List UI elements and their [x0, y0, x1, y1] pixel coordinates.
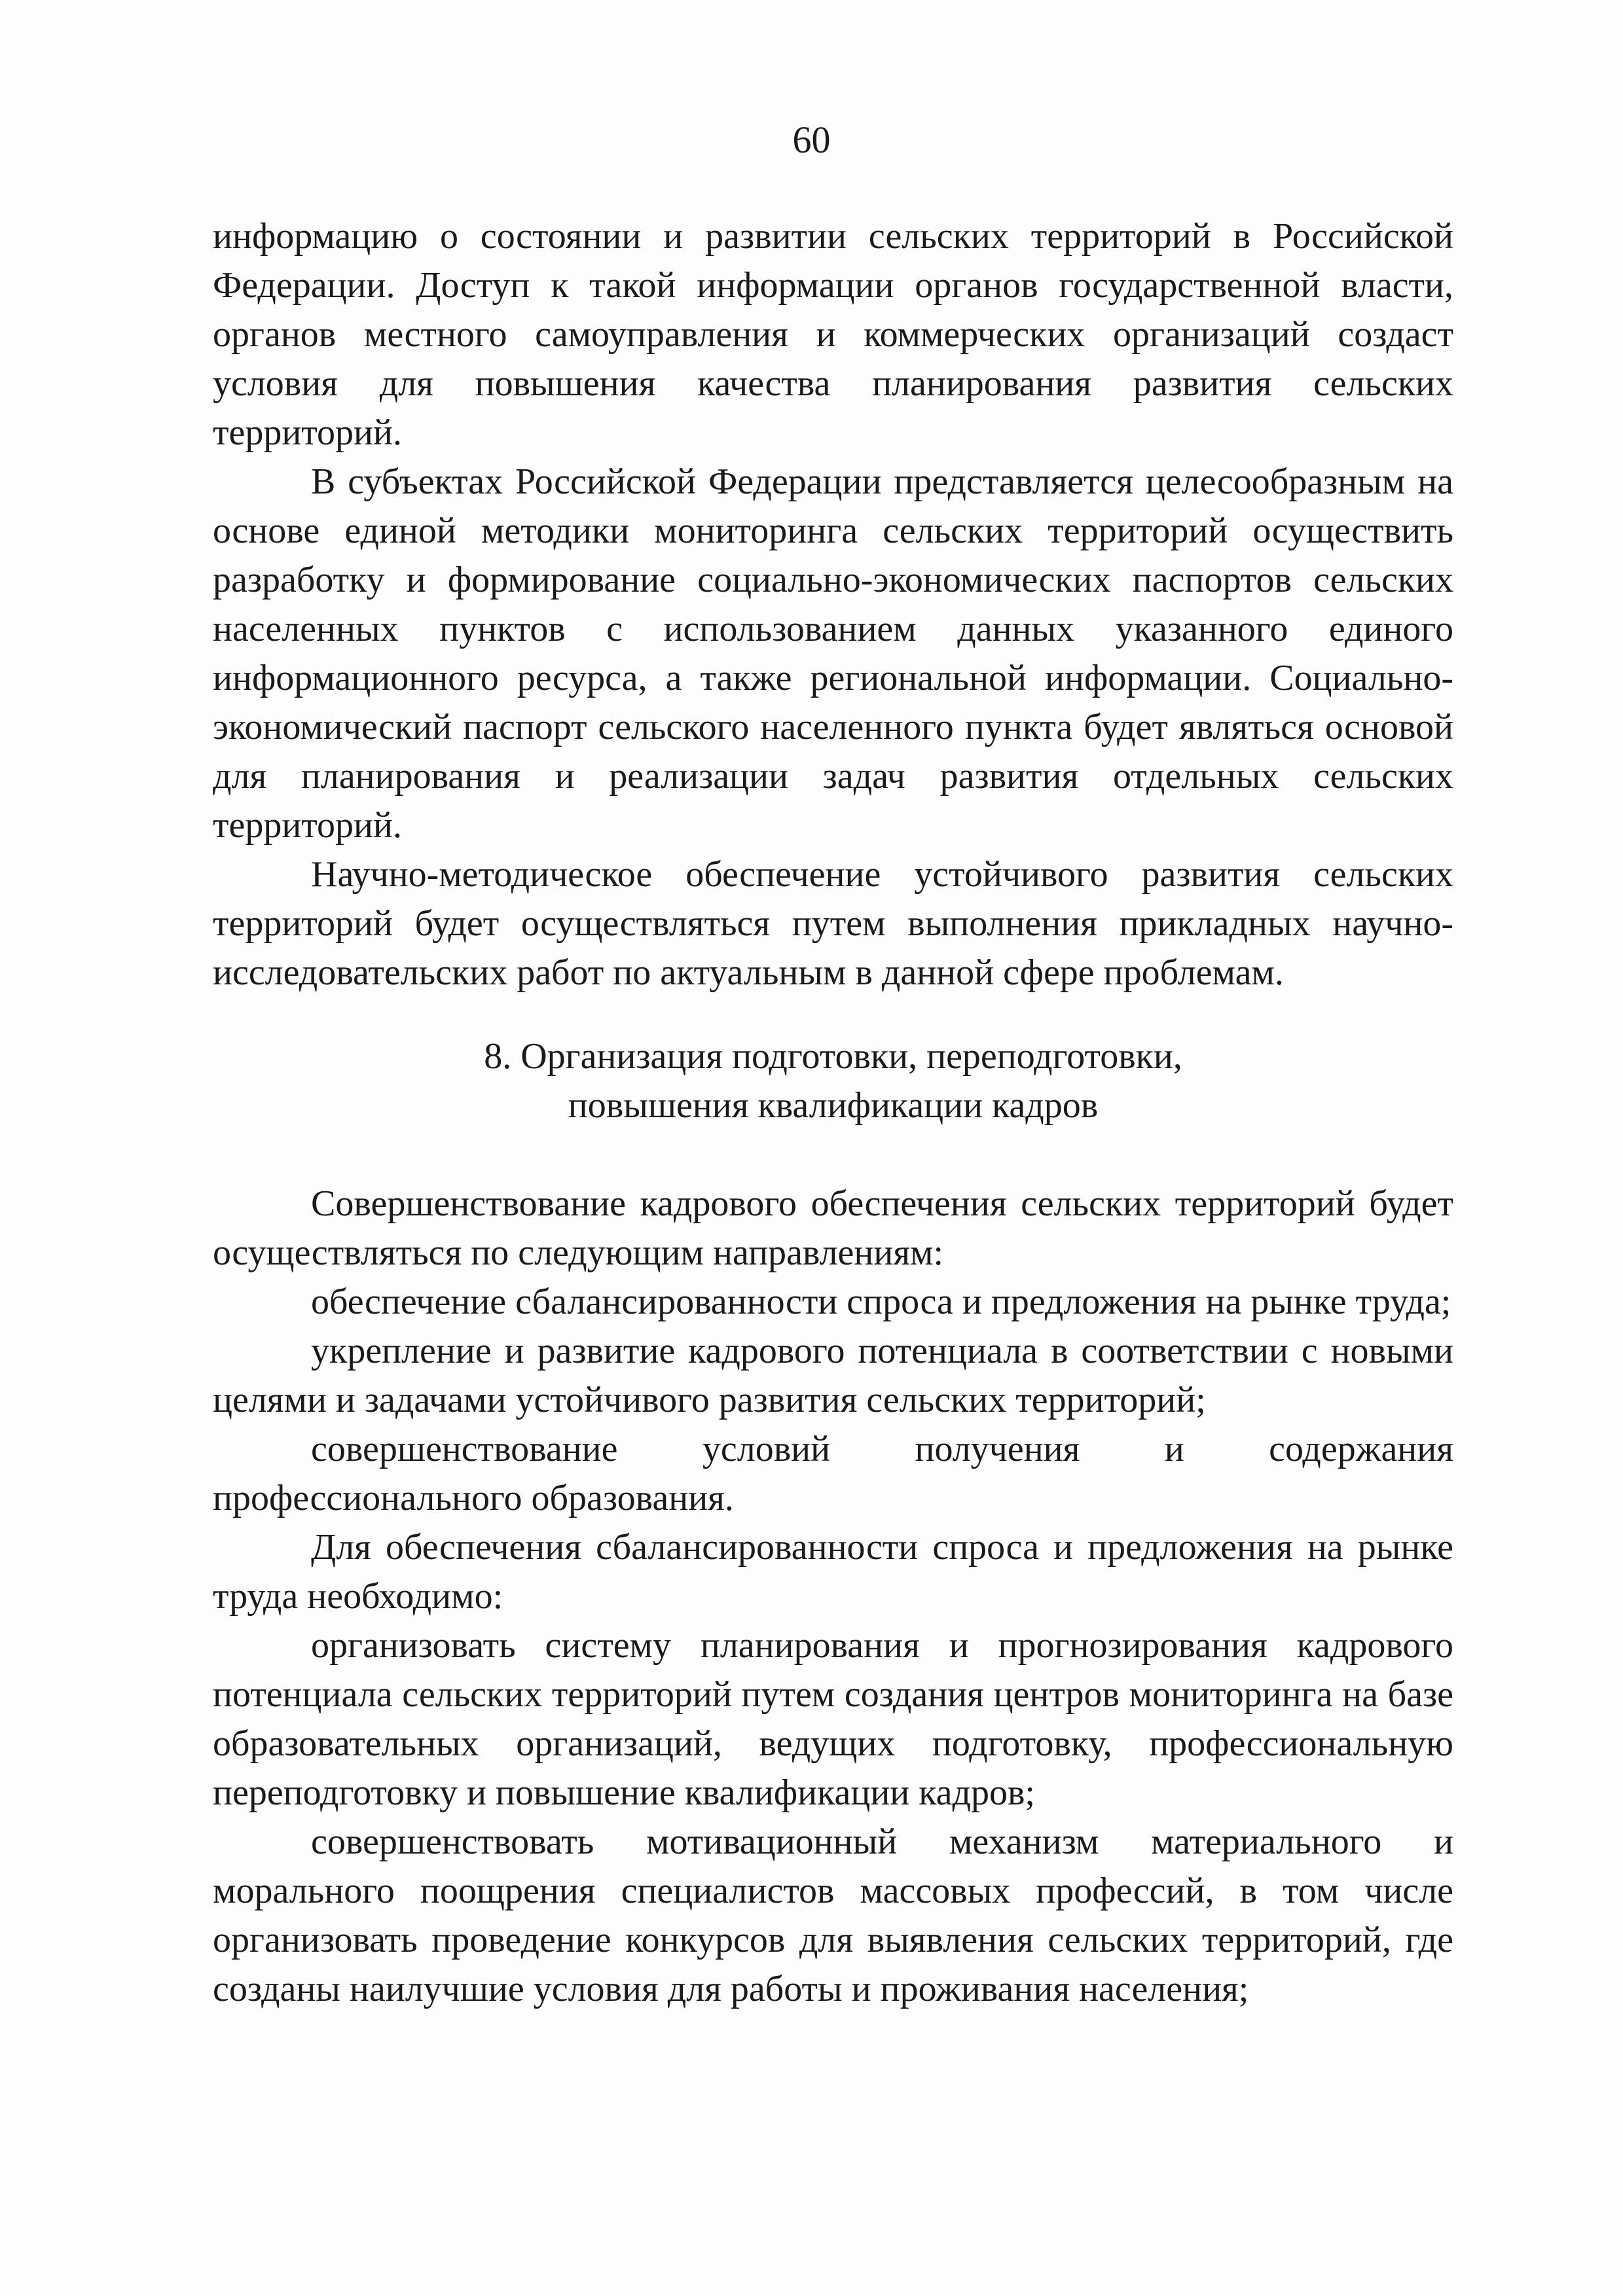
paragraph-balance-requirements: Для обеспечения сбалансированности спроса и предложения на рынке труда необходимо: [213, 1527, 1453, 1617]
list-item-improve-education: совершенствование условий получения и содержания профессионального образования. [213, 1429, 1453, 1518]
section-8 [213, 1032, 1453, 2014]
section-7-continuation [213, 212, 1453, 997]
list-item-strengthen-potential: укрепление и развитие кадрового потенциала в соответствии с новыми целями и задачами устойчивого развития сельских территорий; [213, 1331, 1453, 1420]
section-heading-line-1: 8. Организация подготовки, переподготовки, [484, 1036, 1182, 1077]
paragraph-information-access: информацию о состоянии и развитии сельских территорий в Российской Федерации. Доступ к такой информации органов государственной власти, органов местного самоуправления и коммерческих организаций создаст условия для повышения качества планирования развития сельских территорий. [213, 216, 1453, 453]
paragraph-socio-economic-passports: В субъектах Российской Федерации представляется целесообразным на основе единой методики мониторинга сельских территорий осуществить разработку и формирование социально-экономических паспортов сельских населенных пунктов с использованием данных указанного единого информационного ресурса, а также региональной информации. Социально-экономический паспорт сельского населенного пункта будет являться основой для планирования и реализации задач развития отдельных сельских территорий. [213, 461, 1453, 846]
paragraph-scientific-support: Научно-методическое обеспечение устойчивого развития сельских территорий будет осуществляться путем выполнения прикладных научно-исследовательских работ по актуальным в данной сфере проблемам. [213, 854, 1453, 993]
list-item-labor-market-balance: обеспечение сбалансированности спроса и предложения на рынке труда; [311, 1282, 1451, 1322]
section-8-heading [213, 1032, 1453, 1130]
section-heading-line-2: повышения квалификации кадров [568, 1085, 1099, 1126]
list-item-motivation-mechanism: совершенствовать мотивационный механизм материального и морального поощрения специалистов массовых профессий, в том числе организовать проведение конкурсов для выявления сельских территорий, где созданы наилучшие условия для работы и проживания населения; [213, 1821, 1453, 2009]
paragraph-staffing-directions: Совершенствование кадрового обеспечения сельских территорий будет осуществляться по следующим направлениям: [213, 1183, 1453, 1273]
list-item-monitoring-centers: организовать систему планирования и прогнозирования кадрового потенциала сельских территорий путем создания центров мониторинга на базе образовательных организаций, ведущих подготовку, профессиональную переподготовку и повышение квалификации кадров; [213, 1625, 1453, 1813]
page-number: 60 [792, 118, 831, 161]
